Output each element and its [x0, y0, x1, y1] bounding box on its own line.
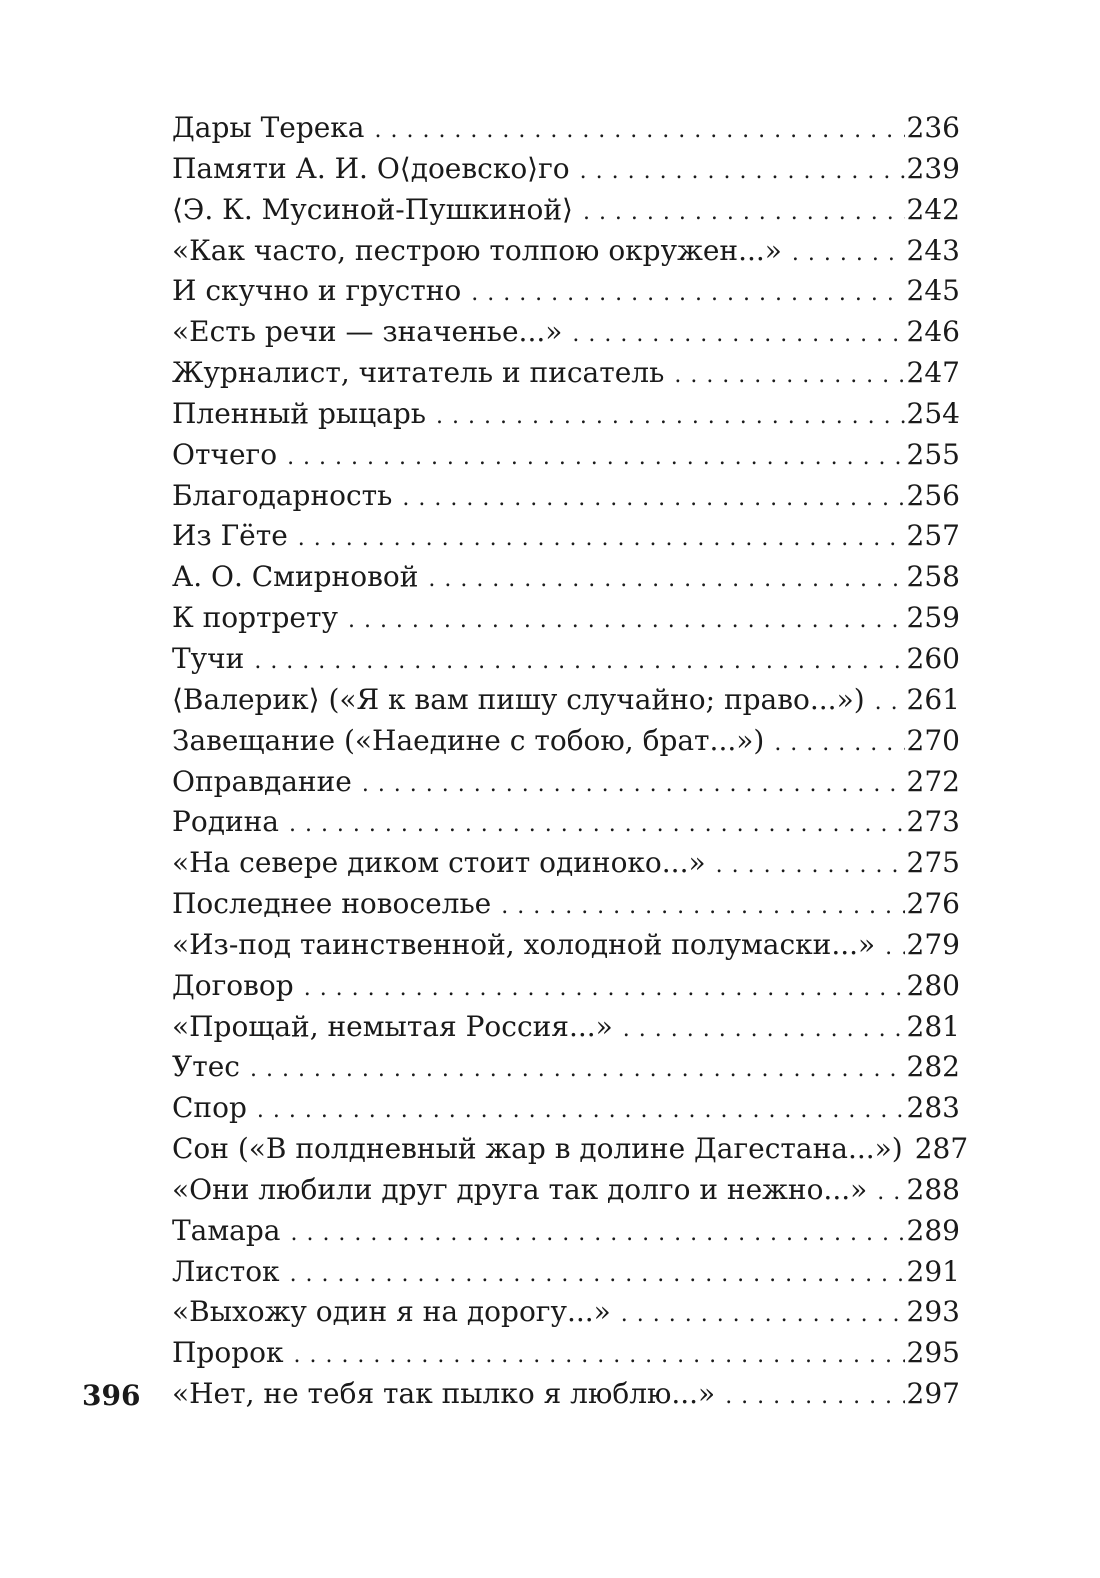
toc-entry-title: Тучи — [172, 641, 245, 675]
toc-entry — [172, 843, 960, 884]
dot-leader — [290, 1214, 904, 1255]
dot-leader — [875, 683, 905, 724]
toc-entry-page: 242 — [906, 192, 960, 226]
toc-entry — [172, 680, 960, 721]
toc-entry-title: Договор — [172, 968, 294, 1002]
dot-leader — [348, 601, 905, 642]
dot-leader — [774, 724, 904, 765]
dot-leader — [885, 928, 904, 969]
toc-entry — [172, 435, 960, 476]
toc-entry — [172, 312, 960, 353]
toc-entry-page: 260 — [906, 641, 960, 675]
toc-entry-page: 261 — [906, 682, 960, 716]
toc-entry — [172, 639, 960, 680]
dot-leader — [254, 642, 904, 683]
toc-entry-title: Памяти А. И. О⟨доевско⟩го — [172, 151, 570, 185]
toc-entry-page: 255 — [906, 437, 960, 471]
dot-leader — [674, 356, 904, 397]
toc-entry-title: Оправдание — [172, 764, 352, 798]
dot-leader — [289, 805, 905, 846]
toc-entry-page: 281 — [906, 1009, 960, 1043]
toc-entry — [172, 1007, 960, 1048]
toc-entry — [172, 271, 960, 312]
toc-entry — [172, 1170, 960, 1211]
dot-leader — [402, 479, 904, 520]
toc-entry-page: 246 — [906, 315, 960, 349]
toc-entry-page: 236 — [906, 111, 960, 144]
toc-entry-page: 291 — [906, 1254, 960, 1288]
toc-entry-title: Последнее новоселье — [172, 887, 492, 921]
toc-entry-page: 273 — [906, 805, 960, 839]
toc-entry — [172, 721, 960, 762]
toc-entry-page: 245 — [906, 274, 960, 308]
toc-entry — [172, 1088, 960, 1129]
dot-leader — [583, 193, 905, 234]
toc-entry — [172, 925, 960, 966]
toc-entry-title: Благодарность — [172, 478, 393, 512]
table-of-contents — [172, 108, 969, 1415]
toc-entry-page: 279 — [906, 927, 960, 961]
dot-leader — [375, 111, 905, 152]
dot-leader — [877, 1173, 904, 1214]
toc-entry-title: И скучно и грустно — [172, 274, 462, 308]
toc-entry — [172, 966, 960, 1007]
toc-entry-title: Родина — [172, 805, 279, 839]
toc-entry-page: 247 — [906, 356, 960, 390]
toc-entry — [172, 353, 960, 394]
toc-entry-title: ⟨Э. К. Мусиной-Пушкиной⟩ — [172, 192, 573, 226]
toc-entry-title: Спор — [172, 1091, 247, 1125]
toc-entry — [172, 516, 960, 557]
toc-entry-page: 256 — [906, 478, 960, 512]
toc-entry-title: «Нет, не тебя так пылко я люблю...» — [172, 1377, 716, 1411]
toc-entry — [172, 1292, 960, 1333]
toc-entry-title: Пророк — [172, 1336, 284, 1370]
toc-entry — [172, 1333, 960, 1374]
toc-entry-title: Утес — [172, 1050, 240, 1084]
toc-entry-page: 289 — [906, 1213, 960, 1247]
toc-entry — [172, 884, 960, 925]
toc-entry — [172, 149, 960, 190]
toc-entry-page: 282 — [906, 1050, 960, 1084]
toc-entry-title: К портрету — [172, 601, 338, 635]
toc-entry — [172, 231, 960, 272]
toc-entry-title: Из Гёте — [172, 519, 288, 553]
dot-leader — [250, 1050, 905, 1091]
dot-leader — [287, 438, 904, 479]
toc-entry-title: Отчего — [172, 437, 278, 471]
dot-leader — [716, 846, 905, 887]
toc-entry-page: 270 — [906, 723, 960, 757]
dot-leader — [298, 519, 905, 560]
toc-entry-title: «Выхожу один я на дорогу...» — [172, 1295, 611, 1329]
toc-entry — [172, 1252, 960, 1293]
toc-entry — [172, 1047, 960, 1088]
toc-entry-page: 276 — [906, 887, 960, 921]
toc-entry-page: 287 — [914, 1132, 969, 1166]
toc-entry-title: «Прощай, немытая Россия...» — [172, 1009, 613, 1043]
toc-entry — [172, 108, 960, 149]
dot-leader — [436, 397, 905, 438]
dot-leader — [501, 887, 904, 928]
toc-entry-page: 293 — [906, 1295, 960, 1329]
dot-leader — [725, 1377, 904, 1418]
dot-leader — [623, 1010, 905, 1051]
toc-entry-page: 280 — [906, 968, 960, 1002]
dot-leader — [428, 560, 904, 601]
dot-leader — [471, 274, 904, 315]
dot-leader — [304, 969, 905, 1010]
dot-leader — [290, 1255, 905, 1296]
toc-entry-page: 283 — [906, 1091, 960, 1125]
dot-leader — [572, 315, 904, 356]
toc-entry-title: Листок — [172, 1254, 280, 1288]
toc-entry — [172, 1211, 960, 1252]
dot-leader — [621, 1295, 905, 1336]
toc-entry-title: «Есть речи — значенье...» — [172, 315, 563, 349]
toc-entry — [172, 1374, 960, 1415]
toc-entry — [172, 476, 960, 517]
toc-entry-title: Дары Терека — [172, 111, 365, 144]
toc-entry-title: А. О. Смирновой — [172, 560, 419, 594]
dot-leader — [362, 765, 905, 806]
toc-entry-page: 239 — [906, 151, 960, 185]
toc-entry-page: 254 — [906, 396, 960, 430]
toc-entry-title: Пленный рыцарь — [172, 396, 427, 430]
toc-entry-title: «Из-под таинственной, холодной полумаски...» — [172, 927, 876, 961]
toc-entry-title: «Как часто, пестрою толпою окружен...» — [172, 233, 782, 267]
toc-entry-title: Тамара — [172, 1213, 281, 1247]
toc-entry — [172, 802, 960, 843]
toc-entry-page: 297 — [906, 1377, 960, 1411]
dot-leader — [293, 1336, 904, 1377]
toc-entry-title: Сон («В полдневный жар в долине Дагестана...») — [172, 1132, 903, 1166]
toc-entry — [172, 762, 960, 803]
toc-entry-title: «Они любили друг друга так долго и нежно...» — [172, 1172, 868, 1206]
dot-leader — [257, 1091, 905, 1132]
toc-entry-page: 288 — [906, 1172, 960, 1206]
toc-entry — [172, 1129, 969, 1170]
toc-entry-title: Завещание («Наедине с тобою, брат...») — [172, 723, 765, 757]
toc-entry — [172, 557, 960, 598]
toc-entry-title: «На севере диком стоит одиноко...» — [172, 846, 706, 880]
toc-entry-page: 272 — [906, 764, 960, 798]
toc-entry-title: ⟨Валерик⟩ («Я к вам пишу случайно; право...») — [172, 682, 865, 716]
toc-entry-title: Журналист, читатель и писатель — [172, 356, 665, 390]
dot-leader — [580, 152, 905, 193]
toc-entry-page: 257 — [906, 519, 960, 553]
page-number: 396 — [82, 1379, 141, 1412]
toc-entry-page: 243 — [906, 233, 960, 267]
toc-entry-page: 295 — [906, 1336, 960, 1370]
dot-leader — [792, 234, 905, 275]
toc-entry-page: 258 — [906, 560, 960, 594]
toc-entry-page: 259 — [906, 601, 960, 635]
toc-entry — [172, 190, 960, 231]
toc-entry — [172, 394, 960, 435]
toc-entry — [172, 598, 960, 639]
toc-entry-page: 275 — [906, 846, 960, 880]
